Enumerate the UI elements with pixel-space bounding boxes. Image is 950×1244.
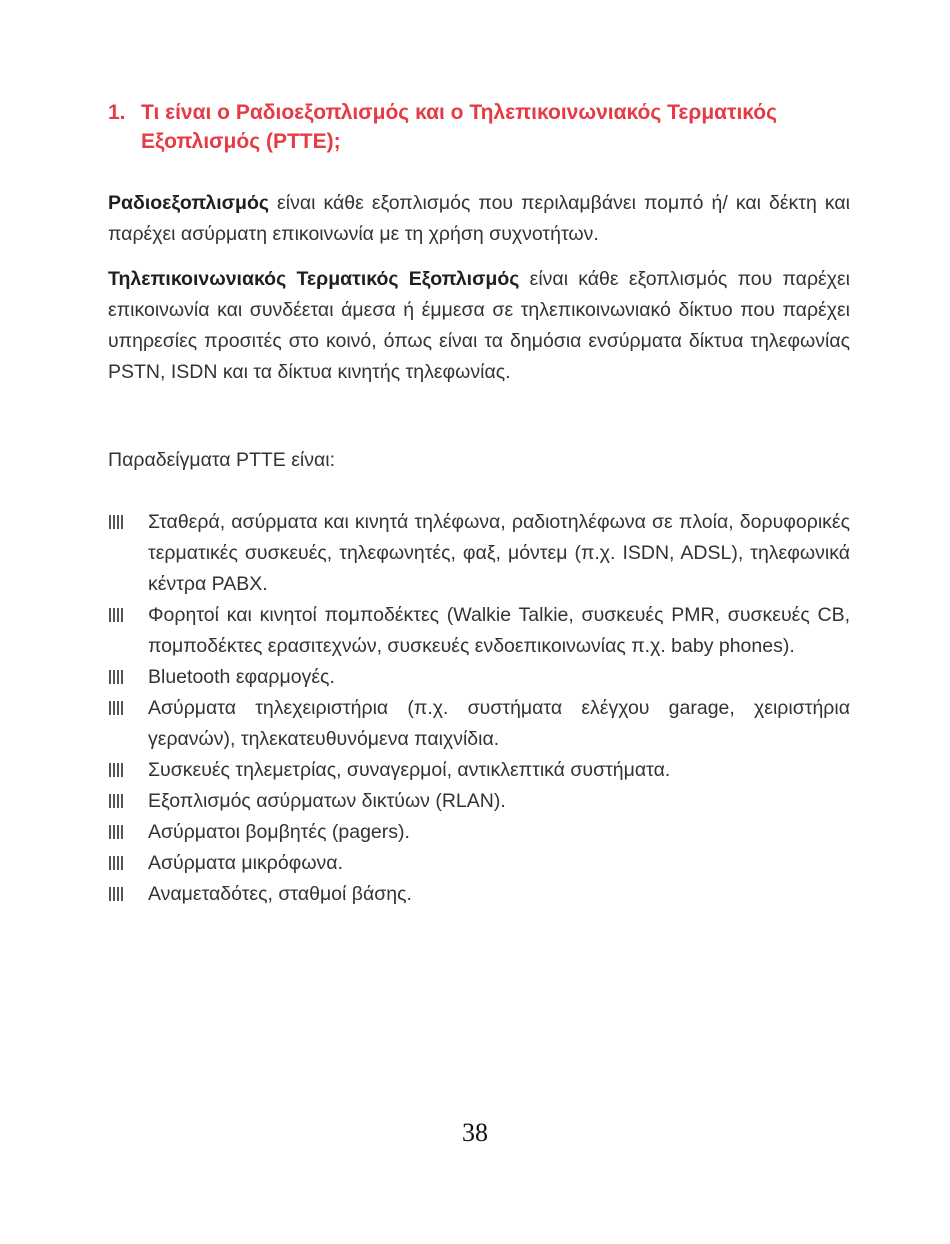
section-heading — [108, 98, 868, 156]
definition-text: είναι κάθε εξοπλισμός που παρέχει επικοινωνία και συνδέεται άμεσα ή έμμεσα σε τηλεπικοινωνιακό δίκτυο που παρέχει υπηρεσίες προσιτές στο κοινό, όπως είναι τα δημόσια ενσύρματα δίκτυα τηλεφωνίας PSTN, ISDN και τα δίκτυα κινητής τηλεφωνίας. — [108, 268, 850, 383]
list-item — [108, 507, 850, 600]
barcode-bullet-icon — [109, 887, 123, 901]
section-title: Τι είναι ο Ραδιοεξοπλισμός και ο Τηλεπικοινωνιακός Τερματικός Εξοπλισμός (PTTE); — [141, 101, 778, 153]
barcode-bullet-icon — [109, 670, 123, 684]
examples-list — [108, 507, 850, 910]
list-item-text: Συσκευές τηλεμετρίας, συναγερμοί, αντικλεπτικά συστήματα. — [148, 759, 671, 781]
list-item — [108, 848, 850, 879]
definition-radio-equipment — [108, 188, 850, 250]
list-item-text: Αναμεταδότες, σταθμοί βάσης. — [148, 883, 412, 905]
definition-terminal-equipment — [108, 264, 850, 388]
section-number: 1. — [108, 101, 126, 124]
barcode-bullet-icon — [109, 794, 123, 808]
barcode-bullet-icon — [109, 856, 123, 870]
list-item — [108, 817, 850, 848]
list-item — [108, 693, 850, 755]
list-item — [108, 662, 850, 693]
list-item-text: Bluetooth εφαρμογές. — [148, 666, 335, 688]
barcode-bullet-icon — [109, 825, 123, 839]
page-number: 38 — [462, 1118, 488, 1147]
examples-intro-text: Παραδείγματα PTTE είναι: — [108, 449, 336, 471]
list-item-text: Ασύρματα μικρόφωνα. — [148, 852, 343, 874]
list-item-text: Ασύρματοι βομβητές (pagers). — [148, 821, 410, 843]
list-item — [108, 755, 850, 786]
barcode-bullet-icon — [109, 608, 123, 622]
list-item-text: Εξοπλισμός ασύρματων δικτύων (RLAN). — [148, 790, 506, 812]
list-item-text: Σταθερά, ασύρματα και κινητά τηλέφωνα, ραδιοτηλέφωνα σε πλοία, δορυφορικές τερματικές συσκευές, τηλεφωνητές, φαξ, μόντεμ (π.χ. ISDN, ADSL), τηλεφωνικά κέντρα PABX. — [148, 511, 850, 595]
list-item — [108, 786, 850, 817]
barcode-bullet-icon — [109, 763, 123, 777]
list-item — [108, 600, 850, 662]
examples-intro — [108, 445, 850, 476]
barcode-bullet-icon — [109, 701, 123, 715]
term-terminal-equipment: Τηλεπικοινωνιακός Τερματικός Εξοπλισμός — [108, 268, 520, 290]
list-item-text: Ασύρματα τηλεχειριστήρια (π.χ. συστήματα ελέγχου garage, χειριστήρια γερανών), τηλεκατευθυνόμενα παιχνίδια. — [148, 697, 850, 750]
term-radio-equipment: Ραδιοεξοπλισμός — [108, 192, 270, 214]
list-item-text: Φορητοί και κινητοί πομποδέκτες (Walkie Talkie, συσκευές PMR, συσκευές CB, πομποδέκτες ερασιτεχνών, συσκευές ενδοεπικοινωνίας π.χ. baby phones). — [148, 604, 850, 657]
barcode-bullet-icon — [109, 515, 123, 529]
definition-text: είναι κάθε εξοπλισμός που περιλαμβάνει πομπό ή/ και δέκτη και παρέχει ασύρματη επικοινωνία με τη χρήση συχνοτήτων. — [108, 192, 850, 245]
list-item — [108, 879, 850, 910]
